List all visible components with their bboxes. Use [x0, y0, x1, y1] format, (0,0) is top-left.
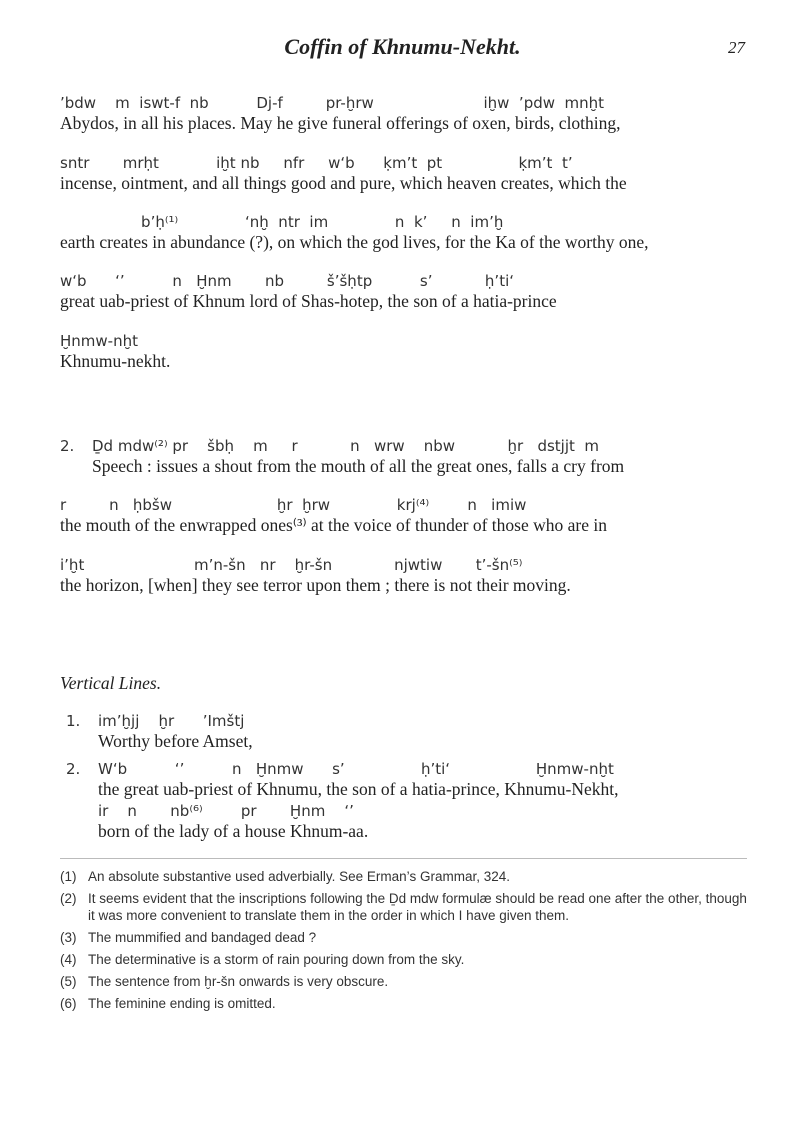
transliteration-line: Ḏd mdw⁽²⁾ pr šbḥ m r n wrw nbw ḫr dstjjt m	[92, 437, 600, 455]
footnote-number: (3)	[60, 930, 77, 945]
item-number: 2.	[66, 760, 81, 778]
transliteration-line: sntr mrḥt iḫt nb nfr w‘b ḳm’t pt ḳm’t t’	[60, 154, 573, 172]
translation-line: Khnumu-nekht.	[60, 351, 171, 371]
transliteration-line: b’ḥ⁽¹⁾ ‘nḫ ntr im n k’ n im’ḫ	[60, 213, 504, 231]
footnote	[60, 995, 750, 1012]
line-pair	[60, 212, 750, 253]
footnote	[60, 868, 750, 885]
translation-line: incense, ointment, and all things good and pure, which heaven creates, which the	[60, 173, 627, 193]
footnote-divider	[60, 858, 747, 859]
running-title: Coffin of Khnumu-Nekht.	[284, 34, 521, 59]
line-pair	[60, 495, 750, 536]
transliteration-line: ’bdw m iswt-f nb Dj-f pr-ḫrw iḫw ’pdw mnḫt	[60, 94, 605, 112]
transliteration-line: Ḫnmw-nḫt	[60, 332, 138, 350]
translation-line: the horizon, [when] they see terror upon them ; there is not their moving.	[60, 575, 571, 595]
footnote-text: The feminine ending is omitted.	[88, 996, 276, 1011]
transliteration-line: i’ḫt m’n-šn nr ḫr-šn njwtiw t’-šn⁽⁵⁾	[60, 556, 523, 574]
translation-line: born of the lady of a house Khnum-aa.	[98, 821, 369, 841]
transliteration-line: W‘b ‘’ n Ḫnmw s’ ḥ’ti‘ Ḫnmw-nḫt	[98, 760, 614, 778]
footnote	[60, 973, 750, 990]
transliteration-line: im’ḫjj ḫr ’Imštj	[98, 712, 245, 730]
footnote-number: (5)	[60, 974, 77, 989]
footnote	[60, 890, 750, 924]
footnote-text: The determinative is a storm of rain pouring down from the sky.	[88, 952, 465, 967]
item-number: 1.	[66, 712, 81, 730]
vertical-line-2-cont	[98, 801, 788, 842]
footnote-text: The mummified and bandaged dead ?	[88, 930, 317, 945]
line-pair	[60, 555, 750, 596]
footnote-number: (2)	[60, 891, 77, 906]
footnote-number: (1)	[60, 869, 77, 884]
translation-line: the great uab-priest of Khnumu, the son of a hatia-prince, Khnumu-Nekht,	[98, 779, 619, 799]
footnote	[60, 951, 750, 968]
transliteration-line: r n ḥbšw ḫr ḫrw krj⁽⁴⁾ n imiw	[60, 496, 527, 514]
footnotes	[60, 868, 750, 1017]
footnote-text: An absolute substantive used adverbially. See Erman’s Grammar, 324.	[88, 869, 510, 884]
translation-line: the mouth of the enwrapped ones⁽³⁾ at the voice of thunder of those who are in	[60, 515, 607, 535]
translation-line: earth creates in abundance (?), on which the god lives, for the Ka of the worthy one,	[60, 232, 649, 252]
translation-line: great uab-priest of Khnum lord of Shas-hotep, the son of a hatia-prince	[60, 291, 557, 311]
section-number: 2.	[60, 437, 75, 455]
footnote-number: (4)	[60, 952, 77, 967]
line-pair	[60, 271, 750, 312]
line-pair	[60, 93, 750, 134]
translation-line: Speech : issues a shout from the mouth of all the great ones, falls a cry from	[92, 456, 625, 476]
page-header	[60, 34, 745, 74]
footnote	[60, 929, 750, 946]
section-2-first-line	[60, 436, 750, 477]
transliteration-line: w‘b ‘’ n Ḫnm nb š’šḥtp s’ ḥ’ti‘	[60, 272, 515, 290]
page-number: 27	[728, 38, 745, 57]
footnote-text: It seems evident that the inscriptions following the Ḏd mdw formulæ should be read one after the other, though it was more convenient to translate them in the order in which I have given them.	[88, 891, 747, 923]
footnote-text: The sentence from ḫr-šn onwards is very obscure.	[88, 974, 389, 989]
transliteration-line: ir n nb⁽⁶⁾ pr Ḫnm ‘’	[98, 802, 354, 820]
line-pair	[60, 331, 750, 372]
section-heading: Vertical Lines.	[60, 673, 162, 693]
vertical-line-2	[66, 759, 756, 800]
vertical-line-1	[66, 711, 756, 752]
translation-line: Worthy before Amset,	[98, 731, 253, 751]
translation-line: Abydos, in all his places. May he give funeral offerings of oxen, birds, clothing,	[60, 113, 621, 133]
footnote-number: (6)	[60, 996, 77, 1011]
line-pair	[60, 153, 750, 194]
